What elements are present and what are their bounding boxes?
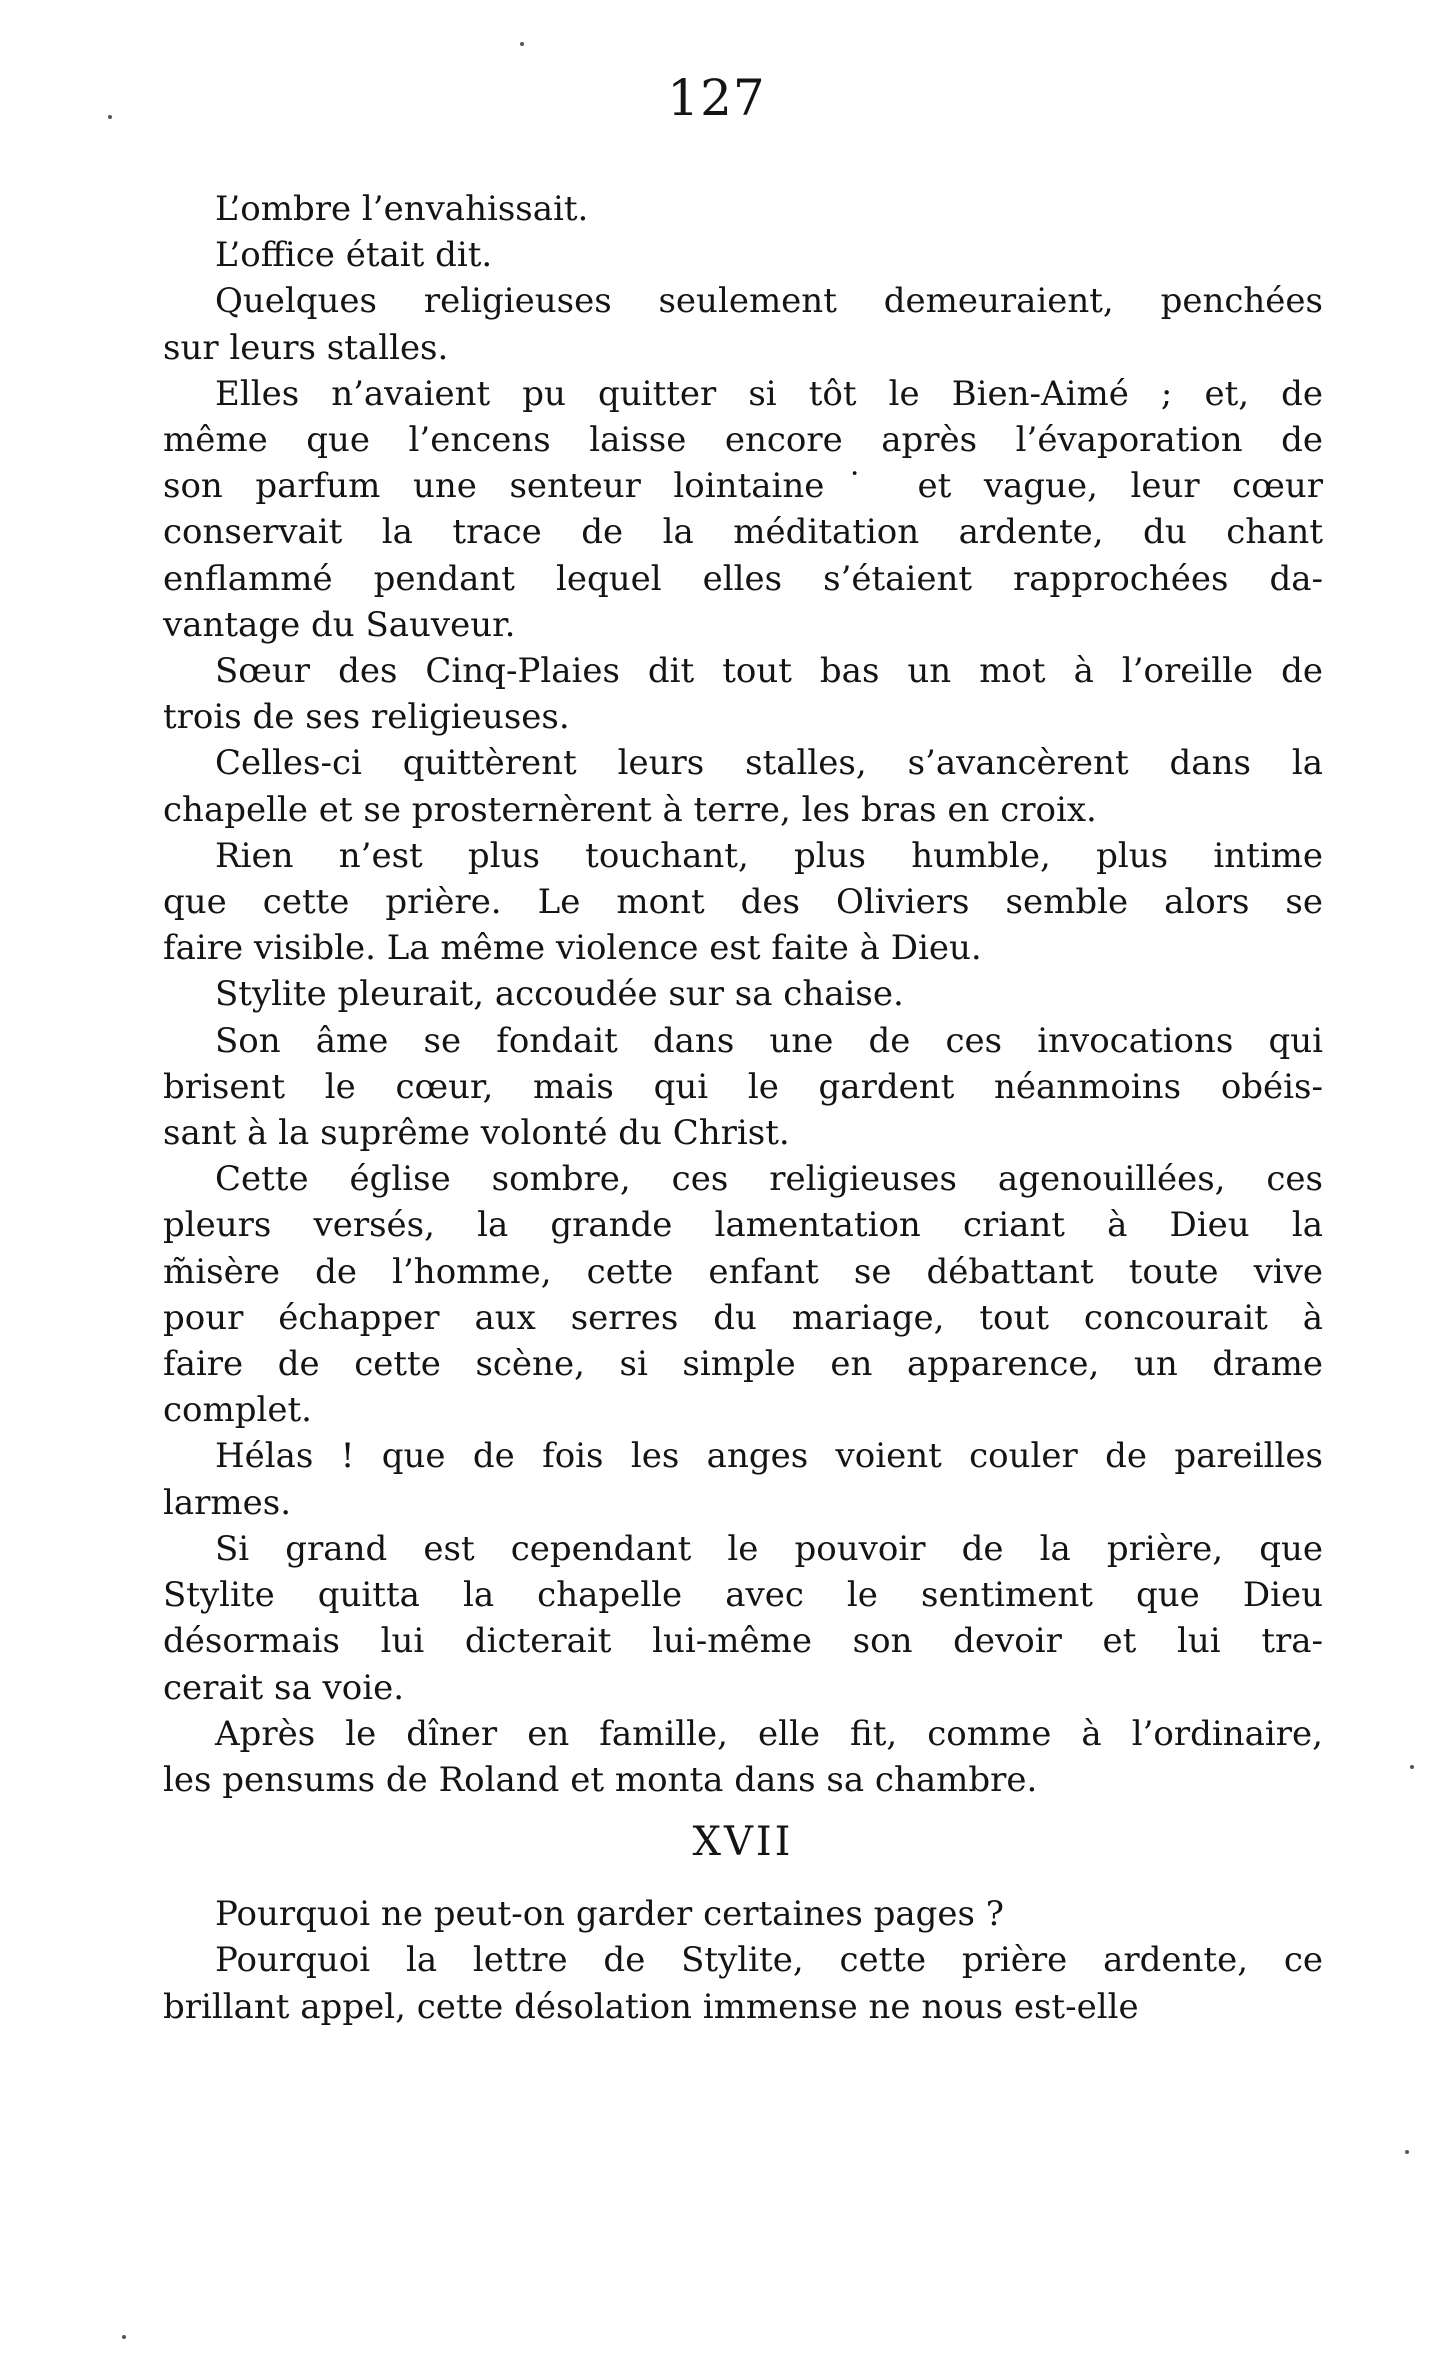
scan-speck bbox=[1410, 1765, 1414, 1769]
scan-speck bbox=[122, 2335, 126, 2339]
text-line: pleurs versés, la grande lamentation criant à Dieu la bbox=[163, 1205, 1323, 1246]
chapter-text bbox=[163, 1891, 1323, 2030]
page-body bbox=[163, 186, 1323, 2030]
text-line: Après le dîner en famille, elle fit, comme à l’ordinaire, bbox=[215, 1713, 1323, 1754]
text-line: vantage du Sauveur. bbox=[163, 604, 516, 645]
text-line: Son âme se fondait dans une de ces invocations qui bbox=[215, 1020, 1323, 1061]
paragraph bbox=[163, 1433, 1323, 1525]
paragraph bbox=[163, 278, 1323, 370]
text-line: que cette prière. Le mont des Oliviers semble alors se bbox=[163, 882, 1323, 923]
page-number: 127 bbox=[667, 69, 766, 127]
scan-speck bbox=[520, 42, 524, 46]
scan-speck bbox=[1405, 2150, 1409, 2154]
text-line: L’office était dit. bbox=[215, 235, 493, 276]
text-line: Pourquoi la lettre de Stylite, cette prière ardente, ce bbox=[215, 1940, 1323, 1981]
text-line: son parfum une senteur lointaine˙ et vague, leur cœur bbox=[163, 466, 1323, 507]
text-line: cerait sa voie. bbox=[163, 1667, 405, 1708]
text-line: brisent le cœur, mais qui le gardent néanmoins obéis- bbox=[163, 1066, 1323, 1107]
body-text bbox=[163, 186, 1323, 1803]
text-line: larmes. bbox=[163, 1482, 292, 1523]
text-line: faire visible. La même violence est faite à Dieu. bbox=[163, 928, 982, 969]
paragraph bbox=[163, 232, 1323, 278]
paragraph bbox=[163, 1526, 1323, 1711]
text-line: Elles n’avaient pu quitter si tôt le Bien-Aimé ; et, de bbox=[215, 373, 1323, 414]
text-line: Si grand est cependant le pouvoir de la prière, que bbox=[215, 1528, 1323, 1569]
text-line: sur leurs stalles. bbox=[163, 327, 449, 368]
paragraph bbox=[163, 1711, 1323, 1803]
text-line: Stylite pleurait, accoudée sur sa chaise. bbox=[215, 974, 904, 1015]
paragraph bbox=[163, 833, 1323, 972]
text-line: même que l’encens laisse encore après l’évaporation de bbox=[163, 420, 1323, 461]
text-line: sant à la suprême volonté du Christ. bbox=[163, 1113, 790, 1154]
text-line: L’ombre l’envahissait. bbox=[215, 189, 589, 229]
text-line: m̃isère de l’homme, cette enfant se débattant toute vive bbox=[163, 1251, 1323, 1292]
text-line: Pourquoi ne peut-on garder certaines pages ? bbox=[215, 1894, 1005, 1935]
text-line: Cette église sombre, ces religieuses agenouillées, ces bbox=[215, 1159, 1323, 1200]
text-line: trois de ses religieuses. bbox=[163, 697, 570, 738]
text-line: Quelques religieuses seulement demeuraient, penchées bbox=[215, 281, 1323, 322]
text-line: Stylite quitta la chapelle avec le sentiment que Dieu bbox=[163, 1575, 1323, 1616]
text-line: pour échapper aux serres du mariage, tout concourait à bbox=[163, 1297, 1323, 1338]
chapter-heading: XVII bbox=[692, 1819, 794, 1866]
paragraph bbox=[163, 740, 1323, 832]
text-line: Hélas ! que de fois les anges voient couler de pareilles bbox=[215, 1436, 1323, 1477]
paragraph bbox=[163, 186, 1323, 232]
paragraph bbox=[163, 648, 1323, 740]
text-line: brillant appel, cette désolation immense ne nous est-elle bbox=[163, 1986, 1139, 2027]
text-line: Rien n’est plus touchant, plus humble, plus intime bbox=[215, 835, 1323, 876]
text-line: enflammé pendant lequel elles s’étaient rapprochées da- bbox=[163, 558, 1323, 599]
text-line: faire de cette scène, si simple en apparence, un drame bbox=[163, 1344, 1323, 1385]
paragraph bbox=[163, 371, 1323, 648]
text-line: Celles-ci quittèrent leurs stalles, s’avancèrent dans la bbox=[215, 743, 1323, 784]
paragraph bbox=[163, 971, 1323, 1017]
paragraph bbox=[163, 1937, 1323, 2029]
paragraph bbox=[163, 1891, 1323, 1937]
text-line: conservait la trace de la méditation ardente, du chant bbox=[163, 512, 1323, 553]
paragraph bbox=[163, 1018, 1323, 1157]
text-line: Sœur des Cinq-Plaies dit tout bas un mot à l’oreille de bbox=[215, 651, 1323, 692]
scan-speck bbox=[108, 115, 112, 119]
text-line: chapelle et se prosternèrent à terre, les bras en croix. bbox=[163, 789, 1097, 830]
text-line: désormais lui dicterait lui-même son devoir et lui tra- bbox=[163, 1621, 1323, 1662]
text-line: les pensums de Roland et monta dans sa chambre. bbox=[163, 1759, 1038, 1800]
paragraph bbox=[163, 1156, 1323, 1433]
text-line: complet. bbox=[163, 1390, 312, 1431]
